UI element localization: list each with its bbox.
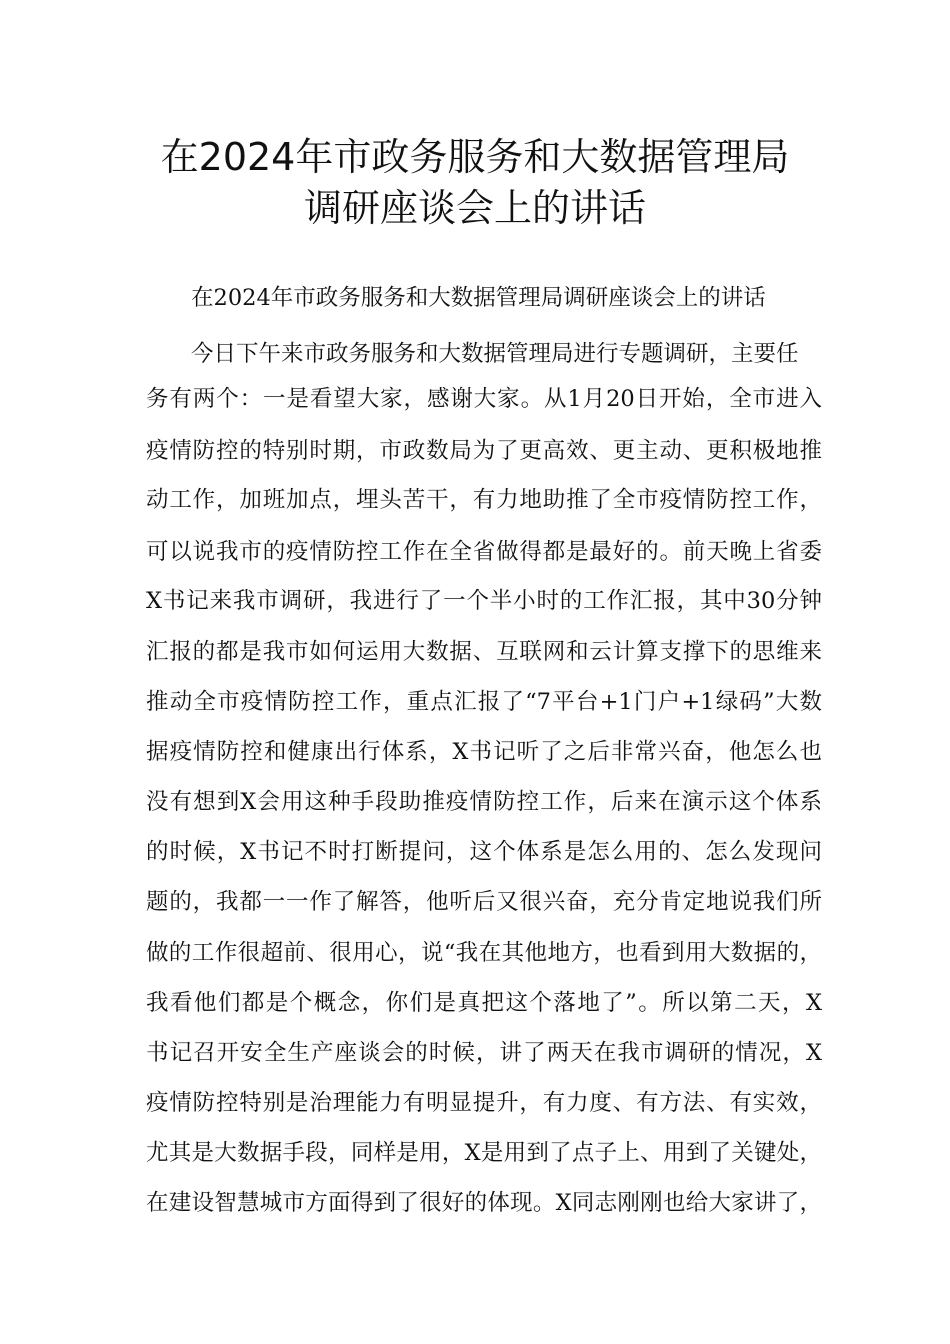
document-title-line-2: 调研座谈会上的讲话 [303,186,646,230]
body-line: 据疫情防控和健康出行体系，X书记听了之后非常兴奋，他怎么也 [146,739,822,765]
body-line: 我看他们都是个概念，你们是真把这个落地了”。所以第二天，X [146,990,822,1016]
body-line: 没有想到X会用这种手段助推疫情防控工作，后来在演示这个体系 [146,789,822,815]
body-line: 尤其是大数据手段，同样是用，X是用到了点子上、用到了关键处， [146,1140,822,1166]
body-line: 疫情防控特别是治理能力有明显提升，有力度、有方法、有实效， [146,1090,822,1116]
body-line: 汇报的都是我市如何运用大数据、互联网和云计算支撑下的思维来 [146,639,822,665]
body-line: 在建设智慧城市方面得到了很好的体现。X同志刚刚也给大家讲了， [146,1190,822,1216]
body-line: 可以说我市的疫情防控工作在全省做得都是最好的。前天晚上省委 [146,539,822,565]
document-title-line-1: 在2024年市政务服务和大数据管理局 [160,135,790,179]
body-line: X书记来我市调研，我进行了一个半小时的工作汇报，其中30分钟 [146,588,822,614]
document-subtitle: 在2024年市政务服务和大数据管理局调研座谈会上的讲话 [191,285,766,311]
body-line: 做的工作很超前、很用心，说“我在其他地方，也看到用大数据的， [146,940,822,966]
body-line: 动工作，加班加点，埋头苦干，有力地助推了全市疫情防控工作， [146,487,822,513]
body-line: 的时候，X书记不时打断提问，这个体系是怎么用的、怎么发现问 [146,839,822,865]
body-line: 务有两个：一是看望大家，感谢大家。从1月20日开始，全市进入 [146,386,822,412]
body-line: 书记召开安全生产座谈会的时候，讲了两天在我市调研的情况，X [146,1040,822,1066]
body-line: 题的，我都一一作了解答，他听后又很兴奋，充分肯定地说我们所 [146,889,822,915]
body-line: 今日下午来市政务服务和大数据管理局进行专题调研，主要任 [191,341,799,367]
body-line: 疫情防控的特别时期，市政数局为了更高效、更主动、更积极地推 [146,438,822,464]
body-line: 推动全市疫情防控工作，重点汇报了“7平台+1门户+1绿码”大数 [146,689,822,715]
